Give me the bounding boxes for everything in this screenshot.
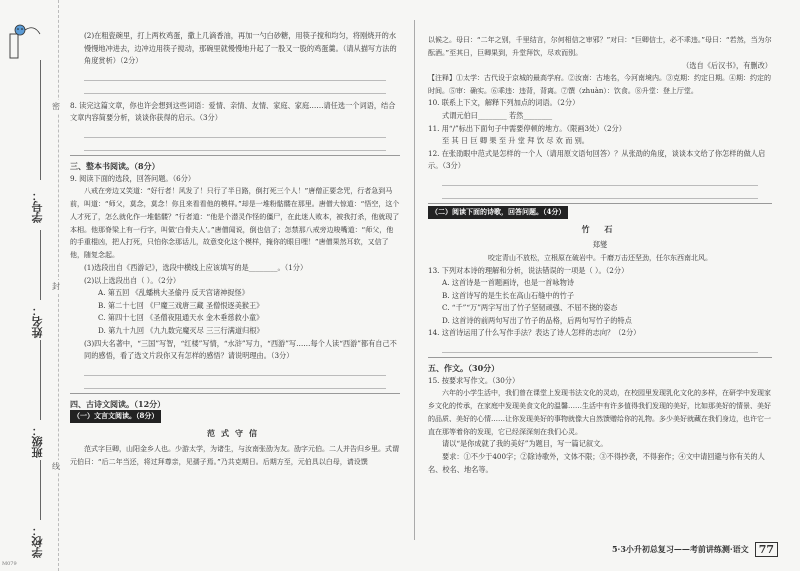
- column-separator: [414, 20, 416, 540]
- binding-margin: [0, 0, 60, 571]
- option-d: D. 这首诗的前两句写出了竹子的品格，后两句写竹子的特点: [442, 315, 632, 325]
- option-c: C. “千”“万”两字写出了竹子坚韧顽强、不屈不挠的姿态: [442, 303, 618, 313]
- fold-mark-feng: 封: [52, 282, 60, 291]
- answer-line[interactable]: [84, 70, 386, 81]
- school-fill-line[interactable]: [40, 460, 42, 520]
- class-label: 班级：: [31, 425, 44, 458]
- option-a: A. 这首诗是一首题画诗，也是一首咏物诗: [442, 278, 574, 288]
- question-10: 10. 联系上下文，解释下列加点的词语。（2分）: [428, 98, 580, 108]
- page-footer: [612, 542, 778, 557]
- source-note: （选自《后汉书》，有删改）: [682, 60, 772, 70]
- answer-line[interactable]: [84, 127, 386, 138]
- question-11: 11. 用“/”标出下面句子中需要停顿的地方。（限画3处）（2分）: [428, 123, 626, 133]
- option-a: A. 第五回 《乱蟠桃大圣偷丹 反天宫诸神捉怪》: [98, 288, 249, 298]
- section-divider: [70, 393, 400, 394]
- question-9-2: (2)以上选段出自（ ）。（2分）: [84, 275, 181, 285]
- id-fill-line[interactable]: [40, 60, 42, 180]
- subsection-2-title: （二）阅读下面的诗歌，回答问题。（4分）: [428, 206, 568, 219]
- essay-prompt: 六年的小学生活中，我们曾在课堂上发现书法文化的灵动，在校园里发现乳化文化的多样，在研学中发现家乡文化的传承，在家庭中发现美食文化的温馨……生活中有许多值得我们发现的美好，比如那美好的情景、美好的品质、美好的心情……让你发现美好的事物就像大自然馈赠给你的礼物。多少美好就藏在我们身边，也许它一直在那等着你的发现，它已经深深刻在我们心灵。: [428, 389, 771, 436]
- question-13: 13. 下列对本诗的理解和分析，说法错误的一项是（ ）。（2分）: [428, 265, 629, 275]
- answer-line[interactable]: [442, 175, 758, 186]
- answer-line[interactable]: [84, 378, 386, 389]
- essay-requirements: 要求：①不少于400字；②除诗歌外，文体不限；③不得抄袭，不得套作；④文中请回避与你有关的人名、校名、地名等。: [428, 452, 765, 474]
- option-c: C. 第四十七回 《圣僧夜阻通天水 金木垂慈救小童》: [98, 313, 264, 323]
- print-code: M079: [2, 561, 17, 567]
- section-divider: [70, 155, 400, 156]
- class-fill-line[interactable]: [40, 340, 42, 420]
- id-label: 学号：: [31, 190, 44, 223]
- school-label: 学校：: [31, 525, 44, 558]
- answer-line[interactable]: [84, 83, 386, 94]
- right-column: [428, 34, 772, 476]
- classical-text-continued: 以候之。母曰：“二年之别，千里结言，尔何相信之审邪？”对曰：“巨卿信士，必不乖违。”母曰：“若然，当为尔酝酒。”至其日，巨卿果到，升堂拜饮，尽欢而别。: [428, 36, 772, 57]
- question-15: 15. 按要求写作文。（30分）: [428, 375, 520, 385]
- question-9: 9. 阅读下面的选段，回答问题。（6分）: [70, 173, 196, 183]
- poem-title: 竹 石: [581, 223, 619, 234]
- name-label: 姓名：: [31, 305, 44, 338]
- classical-title: 范式守信: [207, 427, 263, 438]
- section-divider: [428, 203, 772, 204]
- classical-text: 范式字巨卿，山阳金乡人也。少游太学，为诸生，与汝南张劭为友。劭字元伯。二人并告归乡里。式谓元伯曰：“后二年当还，将过拜尊亲，见孺子焉。”乃共克期日。后期方至，元伯具以白母，请设馔: [70, 445, 399, 467]
- passage-paragraph: 八戒在旁边又笑道：“好行者！风发了！只行了半日路，倒打死三个人！”唐僧正要念咒，行者急到马前，叫道：“师父，莫念，莫念！你且来看看他的模样。”却是一堆粉骷髅在那里。唐僧大惊道：“悟空，这个人才死了，怎么就化作一堆骷髅？”行者道：“他是个潜灵作怪的僵尸，在此迷人败本，被我打杀，他就现了本相。他那脊梁上有一行字，叫做‘白骨夫人’。”唐僧闻说，倒也信了；怎禁那八戒旁边唆嘴道：“师父，他的手重棍凶，把人打死，只怕你念那话儿，故意变化这个模样，掩你的眼目哩！”唐僧果然耳软，又信了他，随复念起。: [70, 187, 400, 260]
- essay-title: 请以“是你成就了我的美好”为题目，写一篇记叙文。: [442, 439, 608, 449]
- question-9-1: (1)选段出自《西游记》，选段中横线上应该填写的是________。（1分）: [84, 262, 308, 272]
- question-11-sentence: 至 其 日 巨 卿 果 至 升 堂 拜 饮 尽 欢 而 别。: [442, 136, 589, 146]
- fold-mark-xian: 线: [52, 462, 60, 471]
- option-d: D. 第九十九回 《九九数完魔灭尽 三三行满道归根》: [98, 325, 264, 335]
- question-14: 14. 这首诗运用了什么写作手法？表达了诗人怎样的志向？（2分）: [428, 328, 641, 338]
- section-4-title: 四、古诗文阅读。（12分）: [70, 398, 166, 409]
- answer-line[interactable]: [84, 140, 386, 151]
- fold-mark-mi: 密: [52, 102, 60, 111]
- question-10-items: 式谓元伯曰________ 若然________: [442, 110, 553, 120]
- section-5-title: 五、作文。（30分）: [428, 363, 500, 374]
- annotation-notes: 【注释】①太学：古代设于京城的最高学府。②汝南：古地名，今河南境内。③克期：约定日期。④期：约定的时间。⑤审：确实。⑥乖违：违背，背离。⑦馔（zhuàn）：饮食。⑧升堂：登上厅堂。: [428, 74, 771, 95]
- series-title: 5·3小升初总复习——考前讲练测·语文: [611, 544, 749, 554]
- page-number: 77: [755, 542, 778, 557]
- answer-line[interactable]: [442, 188, 758, 199]
- poet-name: 郑燮: [592, 240, 608, 250]
- option-b: B. 第二十七回 《尸魔三戏唐三藏 圣僧恨逐美猴王》: [98, 300, 264, 310]
- subsection-1-title: （一）文言文阅读。（8分）: [70, 410, 161, 423]
- answer-line[interactable]: [442, 342, 758, 353]
- name-fill-line[interactable]: [40, 230, 42, 300]
- section-divider: [428, 357, 772, 358]
- question-7-2: (2)在粗瓷碗里，打上两枚鸡蛋，撒上几滴香油，再加一勺白砂糖，用筷子搅和均匀，将刚烧开的水慢慢地冲进去，边冲边用筷子搅动，那碗里就慢慢地升起了一股又一股的鸡蛋羹。（请从描写方法的角度赏析）（2分）: [84, 31, 397, 66]
- question-8: 8. 读完这篇文章，你也许会想到这些词语：爱情、亲情、友情、家庭、家庭……请任选一个词语，结合文章内容简要分析，谈谈你获得的启示。（3分）: [70, 100, 396, 123]
- answer-line[interactable]: [84, 365, 386, 376]
- question-9-3: (3)四大名著中，“三国”写智，“红楼”写情，“水浒”写力，“西游”写……每个人读“西游”都有自己不同的感悟，看了选文片段你又有怎样的感悟？请说明理由。（3分）: [84, 338, 397, 361]
- poem-lines: 咬定青山不放松，立根原在破岩中。千磨万击还坚劲，任尔东西南北风。: [488, 253, 712, 262]
- question-12: 12. 在张劭眼中范式是怎样的一个人（请用原文语句回答）？从张劭的角度，谈谈本文给了你怎样的做人启示。（3分）: [428, 148, 766, 171]
- option-b: B. 这首诗写的是生长在高山石缝中的竹子: [442, 290, 575, 300]
- left-column: [70, 30, 400, 469]
- section-3-title: 三、整本书阅读。（8分）: [70, 160, 160, 171]
- mascot-illustration: [6, 20, 42, 60]
